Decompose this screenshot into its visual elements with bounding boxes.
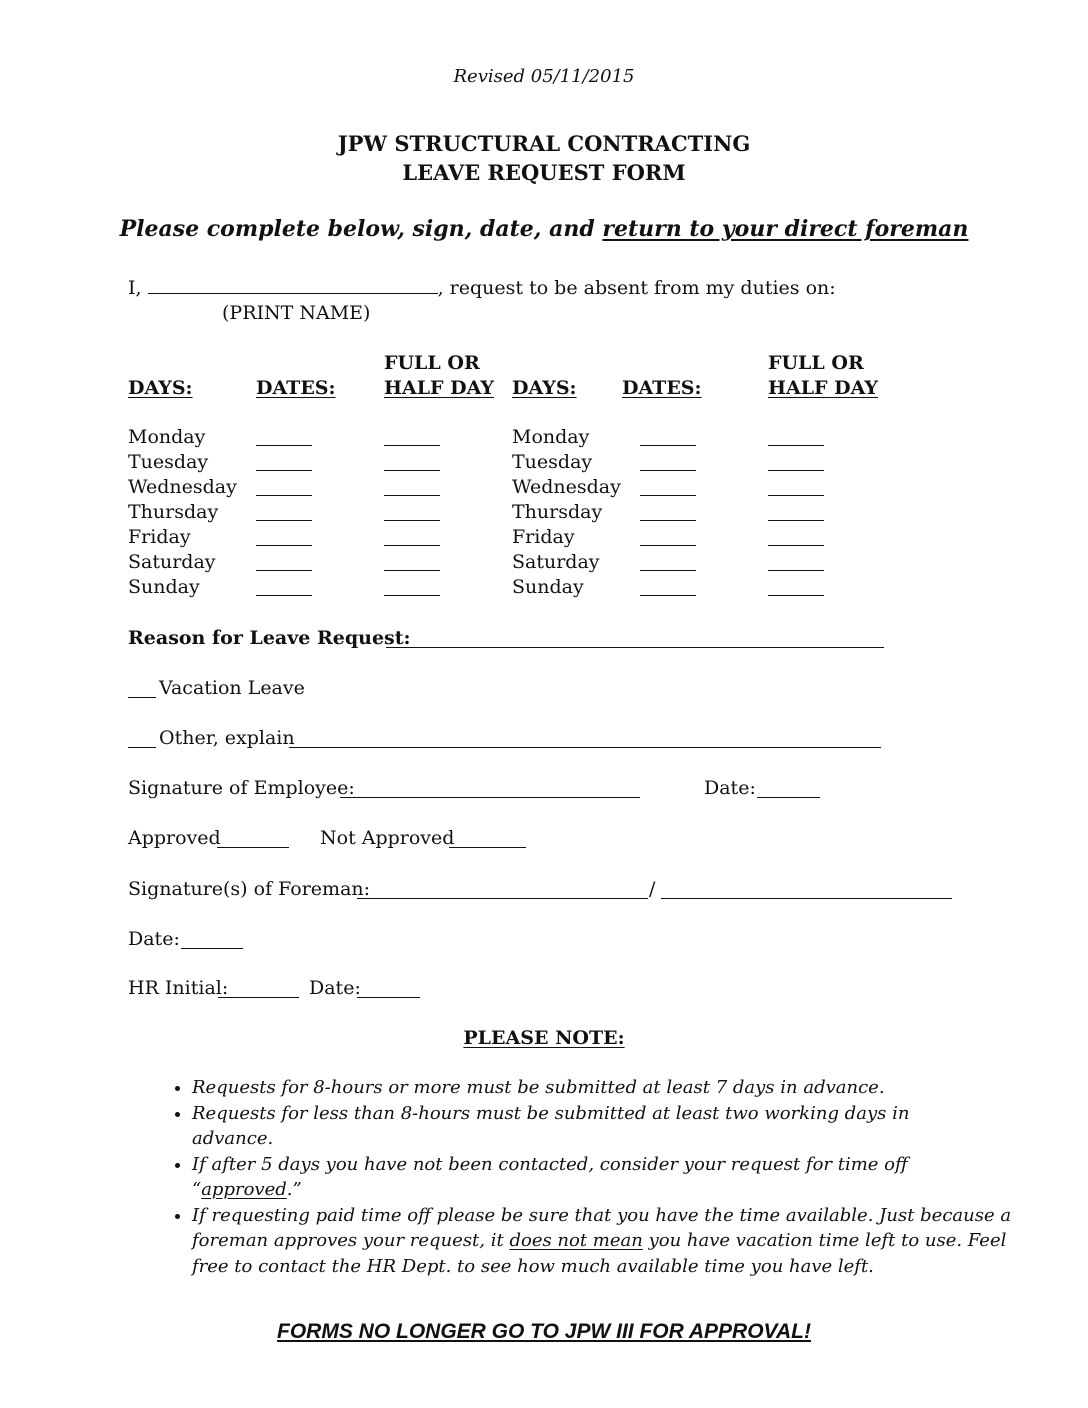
vacation-checkbox-line[interactable] bbox=[128, 697, 156, 698]
note-item bbox=[192, 1203, 1012, 1280]
dates-header-right: DATES: bbox=[622, 377, 702, 399]
employee-date-field[interactable] bbox=[757, 797, 820, 798]
date-field-right[interactable] bbox=[640, 495, 696, 496]
full-half-field-right[interactable] bbox=[768, 595, 824, 596]
full-half-field-right[interactable] bbox=[768, 545, 824, 546]
full-half-field-right[interactable] bbox=[768, 470, 824, 471]
day-label-left: Wednesday bbox=[128, 476, 237, 498]
full-half-field-left[interactable] bbox=[384, 495, 440, 496]
approved-label: Approved bbox=[128, 827, 221, 849]
dates-header-left: DATES: bbox=[256, 377, 336, 399]
hr-initial-field[interactable] bbox=[218, 997, 299, 998]
full-half-field-right[interactable] bbox=[768, 445, 824, 446]
date-field-left[interactable] bbox=[256, 470, 312, 471]
date-field-left[interactable] bbox=[256, 570, 312, 571]
note-emphasis: approved bbox=[201, 1179, 287, 1200]
date-field-left[interactable] bbox=[256, 595, 312, 596]
hr-date-label: Date: bbox=[309, 977, 361, 999]
instruction-emphasis: return to your direct foreman bbox=[602, 216, 969, 242]
foreman-signature-field-1[interactable] bbox=[357, 898, 648, 899]
full-or-header-right: FULL OR bbox=[768, 352, 864, 374]
other-explain-field[interactable] bbox=[289, 747, 881, 748]
half-day-header-left: HALF DAY bbox=[384, 377, 494, 399]
full-half-field-left[interactable] bbox=[384, 445, 440, 446]
full-half-field-left[interactable] bbox=[384, 595, 440, 596]
form-title: LEAVE REQUEST FORM bbox=[402, 160, 686, 185]
day-label-right: Thursday bbox=[512, 501, 603, 523]
date-field-right[interactable] bbox=[640, 520, 696, 521]
day-label-right: Friday bbox=[512, 526, 575, 548]
full-half-field-right[interactable] bbox=[768, 495, 824, 496]
instruction-text: Please complete below, sign, date, and bbox=[119, 216, 603, 242]
revised-date: Revised 05/11/2015 bbox=[453, 66, 635, 87]
date-field-left[interactable] bbox=[256, 445, 312, 446]
vacation-label: Vacation Leave bbox=[159, 677, 305, 699]
date-field-right[interactable] bbox=[640, 570, 696, 571]
company-title: JPW STRUCTURAL CONTRACTING bbox=[337, 131, 751, 156]
date-field-right[interactable] bbox=[640, 445, 696, 446]
print-name-caption: (PRINT NAME) bbox=[222, 302, 371, 324]
full-half-field-left[interactable] bbox=[384, 520, 440, 521]
full-half-field-right[interactable] bbox=[768, 520, 824, 521]
hr-initial-label: HR Initial: bbox=[128, 977, 229, 999]
foreman-signature-label: Signature(s) of Foreman: bbox=[128, 878, 371, 900]
foreman-date-label: Date: bbox=[128, 928, 180, 950]
day-label-right: Monday bbox=[512, 426, 590, 448]
final-notice: FORMS NO LONGER GO TO JPW III FOR APPROVAL! bbox=[277, 1320, 811, 1343]
note-text: If after 5 days you have not been contacted, consider your request for time off bbox=[192, 1153, 908, 1175]
half-day-header-right: HALF DAY bbox=[768, 377, 878, 399]
employee-signature-field[interactable] bbox=[340, 797, 640, 798]
hr-date-field[interactable] bbox=[357, 997, 420, 998]
day-label-right: Saturday bbox=[512, 551, 600, 573]
note-item bbox=[192, 1152, 1012, 1203]
reason-field[interactable] bbox=[386, 647, 884, 648]
date-field-right[interactable] bbox=[640, 595, 696, 596]
request-suffix: , request to be absent from my duties on: bbox=[437, 277, 836, 299]
day-label-right: Tuesday bbox=[512, 451, 593, 473]
form-instruction bbox=[0, 216, 1088, 242]
not-approved-field[interactable] bbox=[449, 847, 526, 848]
other-checkbox-line[interactable] bbox=[128, 747, 156, 748]
full-half-field-left[interactable] bbox=[384, 545, 440, 546]
other-label: Other, explain bbox=[159, 727, 295, 749]
notes-list bbox=[150, 1075, 1012, 1279]
not-approved-label: Not Approved bbox=[320, 827, 455, 849]
note-item bbox=[192, 1101, 1012, 1152]
note-heading: PLEASE NOTE: bbox=[463, 1027, 625, 1049]
day-label-right: Wednesday bbox=[512, 476, 621, 498]
note-emphasis: does not mean bbox=[509, 1230, 643, 1251]
full-half-field-left[interactable] bbox=[384, 470, 440, 471]
day-label-left: Thursday bbox=[128, 501, 219, 523]
date-field-left[interactable] bbox=[256, 545, 312, 546]
day-label-left: Saturday bbox=[128, 551, 216, 573]
day-label-left: Tuesday bbox=[128, 451, 209, 473]
request-prefix: I, bbox=[128, 277, 142, 299]
day-label-left: Monday bbox=[128, 426, 206, 448]
day-label-left: Sunday bbox=[128, 576, 200, 598]
print-name-field[interactable] bbox=[148, 292, 438, 294]
note-text: Requests for less than 8-hours must be submitted at least two working days in bbox=[192, 1102, 910, 1124]
foreman-separator: / bbox=[649, 878, 656, 900]
reason-label: Reason for Leave Request: bbox=[128, 627, 411, 649]
approved-field[interactable] bbox=[217, 847, 289, 848]
note-text: If requesting paid time off please be sure that you have the time available. Just because a foreman approves your request, it bbox=[192, 1204, 1012, 1251]
date-field-left[interactable] bbox=[256, 520, 312, 521]
full-half-field-left[interactable] bbox=[384, 570, 440, 571]
note-text: advance. bbox=[192, 1128, 274, 1149]
employee-signature-label: Signature of Employee: bbox=[128, 777, 355, 799]
day-label-right: Sunday bbox=[512, 576, 584, 598]
note-text: you have vacation time left to use. Feel free to contact the HR Dept. to see how much available time you have left. bbox=[192, 1230, 1007, 1277]
employee-date-label: Date: bbox=[704, 777, 756, 799]
date-field-right[interactable] bbox=[640, 545, 696, 546]
note-text: Requests for 8-hours or more must be submitted at least 7 days in advance. bbox=[192, 1077, 885, 1098]
date-field-right[interactable] bbox=[640, 470, 696, 471]
date-field-left[interactable] bbox=[256, 495, 312, 496]
foreman-signature-field-2[interactable] bbox=[661, 898, 952, 899]
day-label-left: Friday bbox=[128, 526, 191, 548]
days-header-left: DAYS: bbox=[128, 377, 193, 399]
full-half-field-right[interactable] bbox=[768, 570, 824, 571]
note-text: “ bbox=[192, 1179, 202, 1200]
note-item bbox=[192, 1075, 1012, 1101]
days-header-right: DAYS: bbox=[512, 377, 577, 399]
note-text: .” bbox=[286, 1179, 302, 1200]
request-line bbox=[128, 276, 836, 301]
full-or-header-left: FULL OR bbox=[384, 352, 480, 374]
foreman-date-field[interactable] bbox=[181, 948, 243, 949]
